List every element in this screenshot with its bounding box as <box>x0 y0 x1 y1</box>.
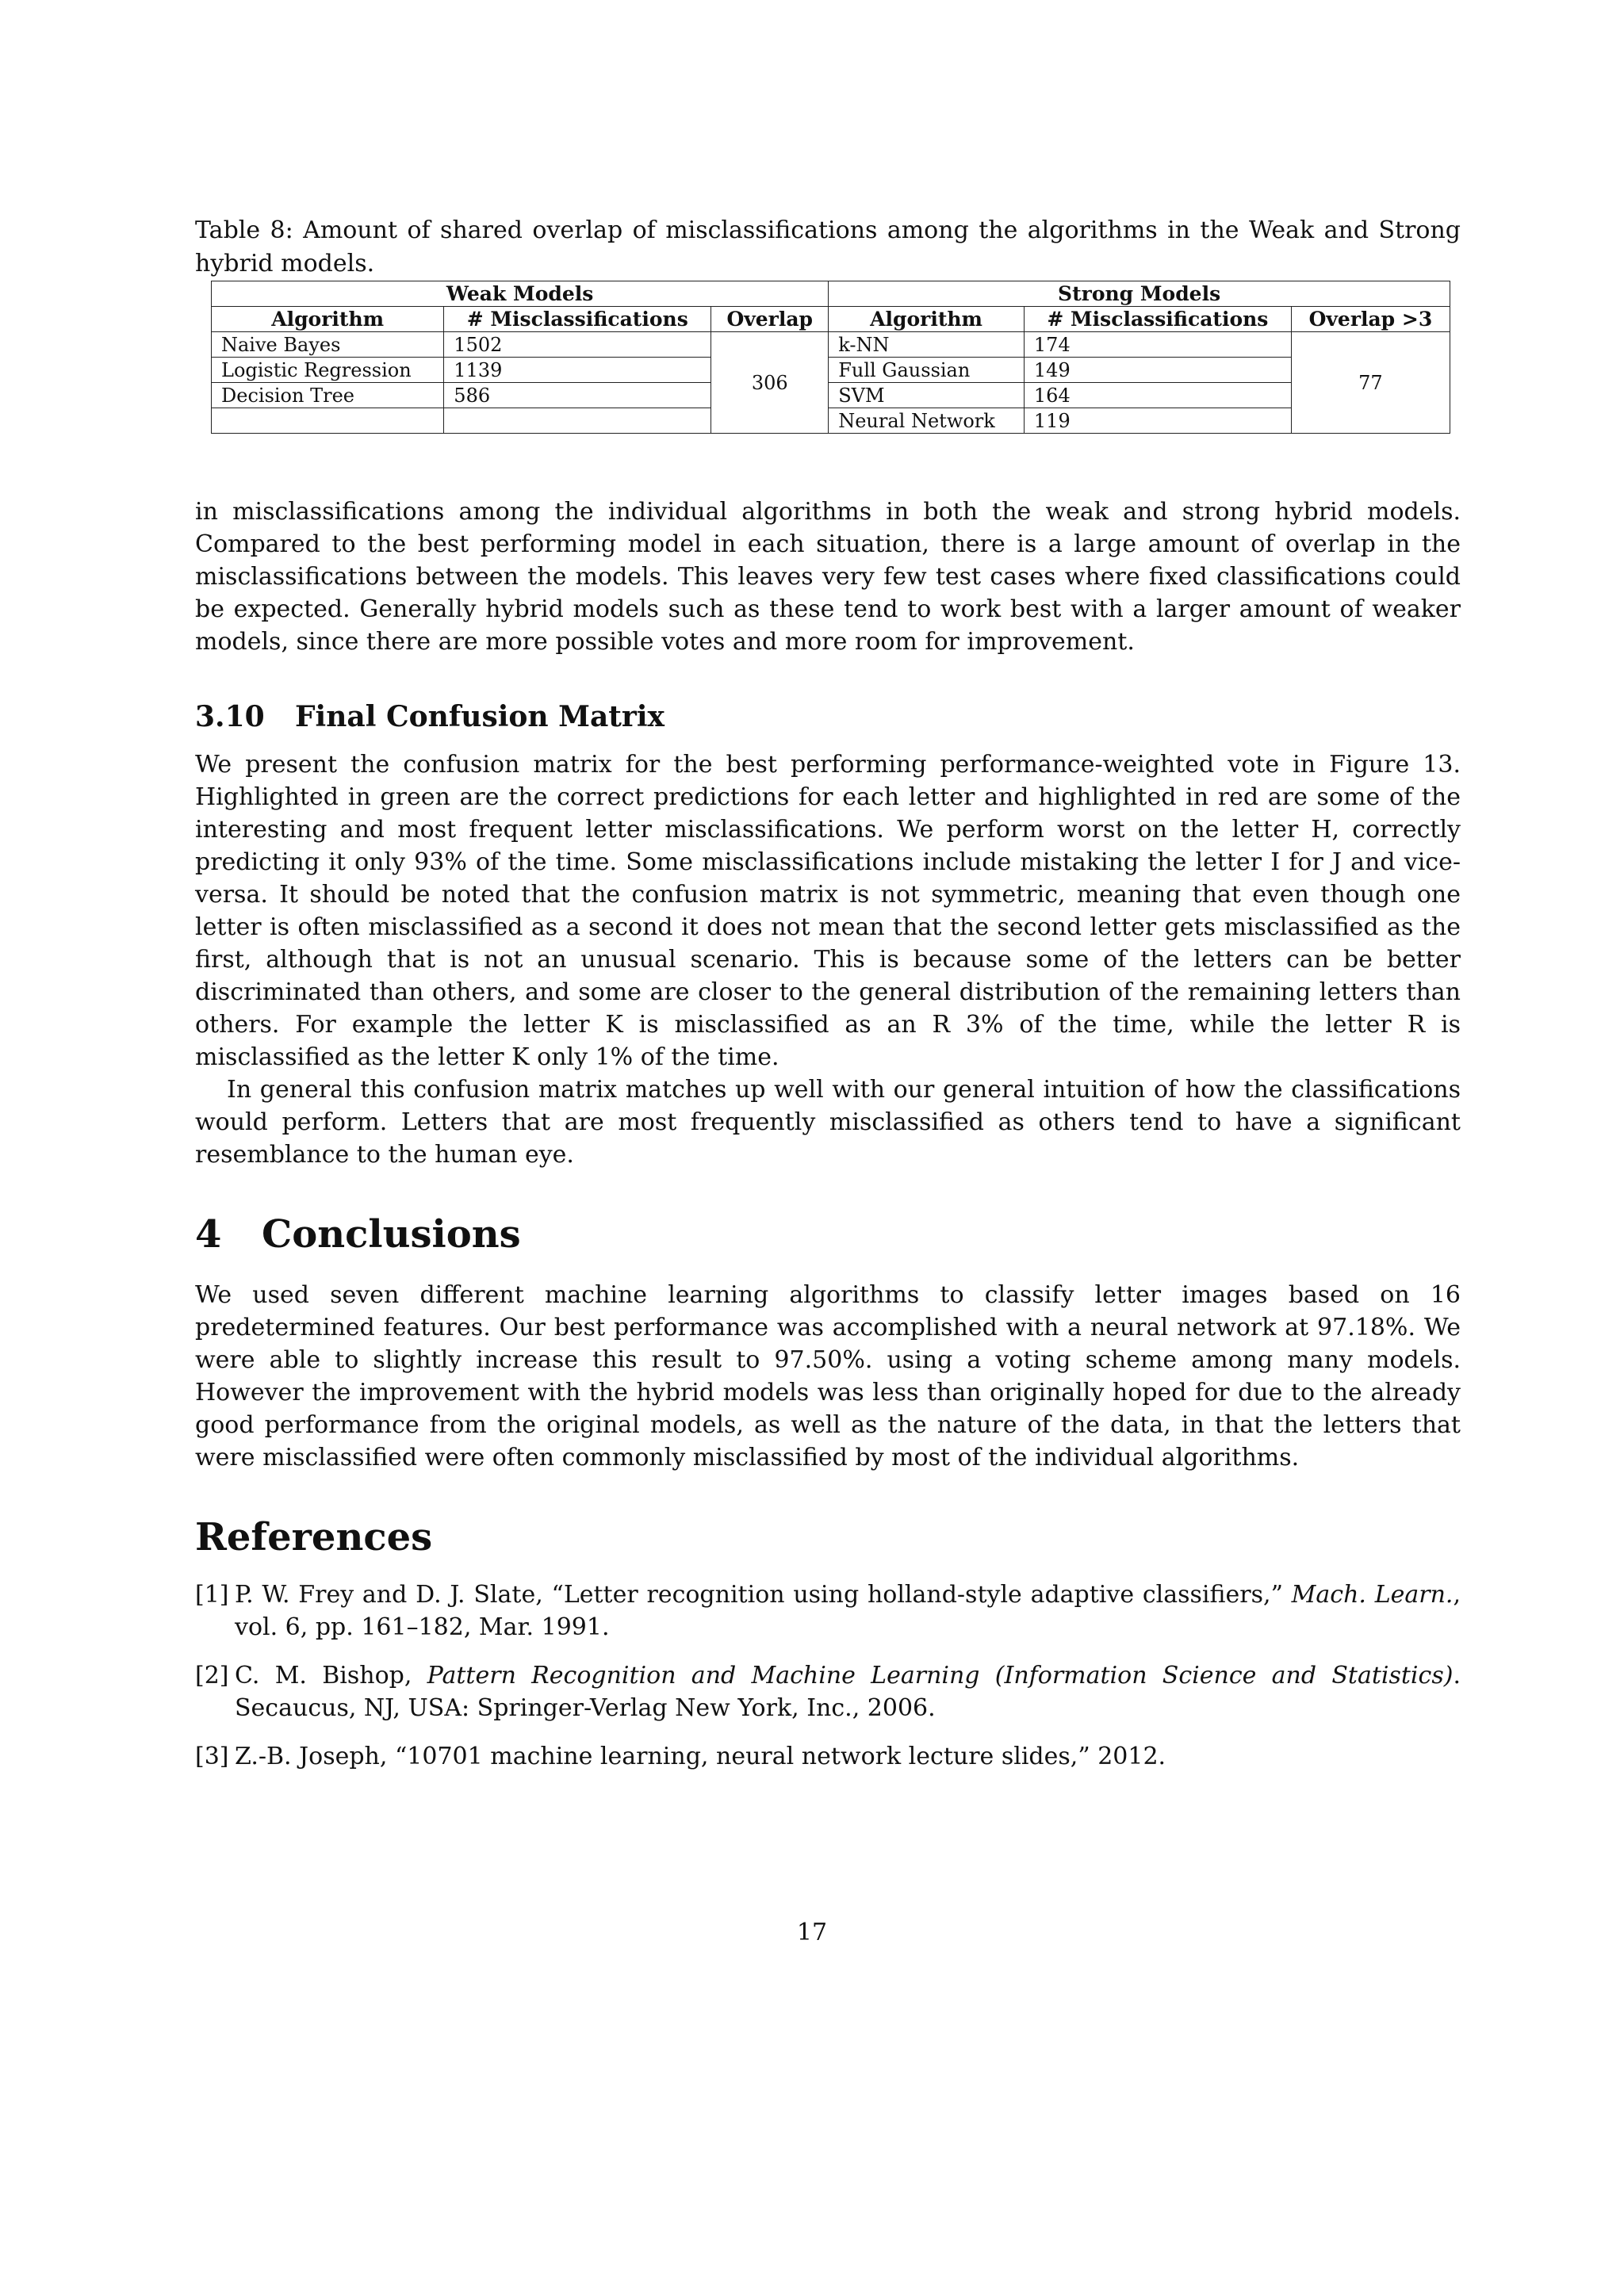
references-heading: References <box>195 1515 433 1559</box>
section-title: Conclusions <box>262 1212 521 1257</box>
column-header: # Misclassifications <box>1024 307 1291 332</box>
reference-item <box>195 1578 1461 1644</box>
reference-item <box>195 1659 1461 1724</box>
reference-text-part: C. M. Bishop, <box>235 1662 427 1689</box>
section-heading-3-10 <box>195 698 1461 736</box>
body-paragraph: In general this confusion matrix matches up well with our general intuition of how the classifications would perform. Letters that are most frequently misclassified as others tend to have a significant resemblance to the human eye. <box>195 1076 1461 1169</box>
reference-text-part: Z.-B. Joseph, “10701 machine learning, neural network lecture slides,” 2012. <box>235 1743 1166 1770</box>
empty-cell <box>212 408 444 434</box>
reference-text-part: . Secaucus, NJ, USA: Springer-Verlag New York, Inc., 2006. <box>235 1662 1461 1722</box>
table-row <box>212 358 1450 383</box>
weak-models-header: Weak Models <box>212 281 829 307</box>
reference-text-part: , vol. 6, pp. 161–182, Mar. 1991. <box>235 1581 1461 1641</box>
paper-page <box>195 214 1461 1773</box>
reference-label: [3] <box>195 1743 229 1770</box>
strong-misclassifications-cell: 119 <box>1024 408 1291 434</box>
column-header: Algorithm <box>829 307 1025 332</box>
section-heading-4 <box>195 1211 1461 1258</box>
column-header: # Misclassifications <box>444 307 711 332</box>
strong-misclassifications-cell: 164 <box>1024 383 1291 408</box>
page-number: 17 <box>796 1919 828 1946</box>
section-number: 4 <box>195 1212 222 1257</box>
reference-text <box>235 1659 1461 1724</box>
table-row <box>212 408 1450 434</box>
weak-algorithm-cell: Decision Tree <box>212 383 444 408</box>
strong-overlap-cell: 77 <box>1291 332 1450 434</box>
reference-text <box>235 1578 1461 1644</box>
section-number: 3.10 <box>195 700 265 733</box>
reference-venue: Mach. Learn. <box>1291 1581 1454 1609</box>
empty-cell <box>444 408 711 434</box>
table-group-header-row <box>212 281 1450 307</box>
strong-algorithm-cell: Full Gaussian <box>829 358 1025 383</box>
reference-text-part: P. W. Frey and D. J. Slate, “Letter recognition using holland-style adaptive classifiers,” <box>235 1581 1292 1609</box>
weak-misclassifications-cell: 586 <box>444 383 711 408</box>
weak-overlap-cell: 306 <box>711 332 829 434</box>
table-caption: Table 8: Amount of shared overlap of misclassifications among the algorithms in the Weak and Strong hybrid models. <box>195 216 1461 277</box>
column-header: Overlap <box>711 307 829 332</box>
strong-algorithm-cell: Neural Network <box>829 408 1025 434</box>
strong-misclassifications-cell: 174 <box>1024 332 1291 358</box>
weak-algorithm-cell: Naive Bayes <box>212 332 444 358</box>
body-paragraph: We present the confusion matrix for the best performing performance-weighted vote in Figure 13. Highlighted in green are the correct predictions for each letter and highlighted in red are some of the interesting and most frequent letter misclassifications. We perform worst on the letter H, correctly predicting it only 93% of the time. Some misclassifications include mistaking the letter I for J and vice-versa. It should be noted that the confusion matrix is not symmetric, meaning that even though one letter is often misclassified as a second it does not mean that the second letter gets misclassified as the first, although that is not an unusual scenario. This is because some of the letters can be better discriminated than others, and some are closer to the general distribution of the remaining letters than others. For example the letter K is misclassified as an R 3% of the time, while the letter R is misclassified as the letter K only 1% of the time. <box>195 751 1461 1071</box>
reference-label: [1] <box>195 1581 229 1609</box>
strong-models-header: Strong Models <box>829 281 1450 307</box>
weak-algorithm-cell: Logistic Regression <box>212 358 444 383</box>
strong-misclassifications-cell: 149 <box>1024 358 1291 383</box>
strong-algorithm-cell: k-NN <box>829 332 1025 358</box>
strong-algorithm-cell: SVM <box>829 383 1025 408</box>
column-header: Overlap >3 <box>1291 307 1450 332</box>
conclusions-paragraph: We used seven different machine learning algorithms to classify letter images based on 16 predetermined features. Our best performance was accomplished with a neural network at 97.18%. We were able to slightly increase this result to 97.50%. using a voting scheme among many models. However the improvement with the hybrid models was less than originally hoped for due to the already good performance from the original models, as well as the nature of the data, in that the letters that were misclassified were often commonly misclassified by most of the individual algorithms. <box>195 1281 1461 1471</box>
weak-misclassifications-cell: 1139 <box>444 358 711 383</box>
reference-label: [2] <box>195 1662 229 1689</box>
weak-misclassifications-cell: 1502 <box>444 332 711 358</box>
table-column-header-row <box>212 307 1450 332</box>
section-title: Final Confusion Matrix <box>295 700 665 733</box>
column-header: Algorithm <box>212 307 444 332</box>
table-row <box>212 383 1450 408</box>
reference-text <box>235 1740 1461 1773</box>
intro-paragraph: in misclassifications among the individual algorithms in both the weak and strong hybrid models. Compared to the best performing model in each situation, there is a large amount of overlap in the misclassifications between the models. This leaves very few test cases where fixed classifications could be expected. Generally hybrid models such as these tend to work best with a larger amount of weaker models, since there are more possible votes and more room for improvement. <box>195 498 1461 656</box>
table-row <box>212 332 1450 358</box>
reference-item <box>195 1740 1461 1773</box>
reference-venue: Pattern Recognition and Machine Learning (Information Science and Statistics) <box>427 1662 1454 1689</box>
overlap-table <box>211 281 1450 434</box>
